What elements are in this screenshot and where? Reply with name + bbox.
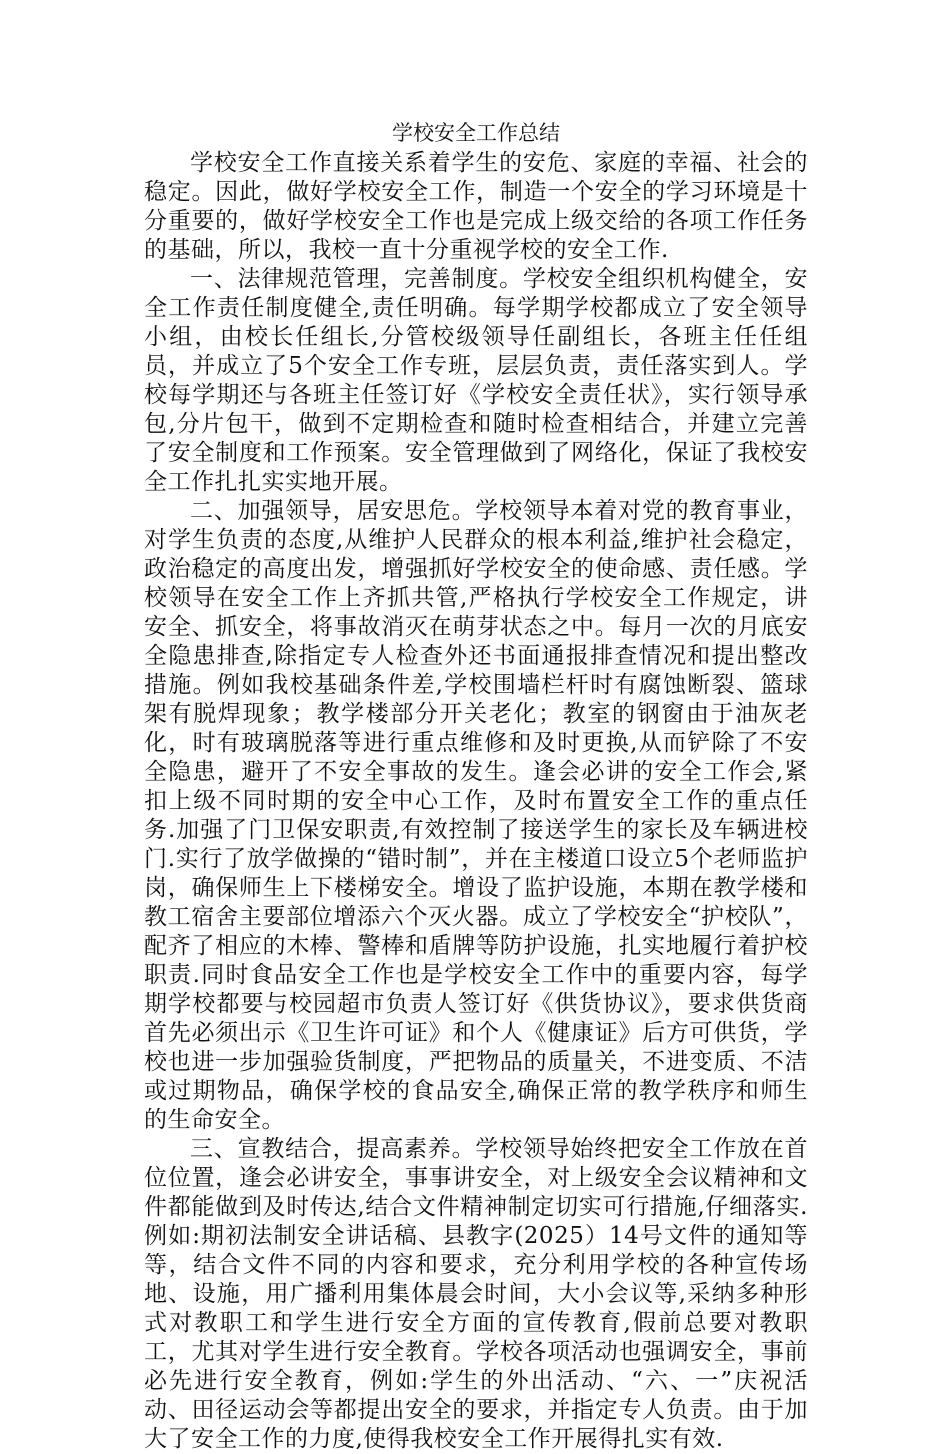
document-title: 学校安全工作总结 [392, 121, 560, 145]
paragraph-section-1: 一、法律规范管理，完善制度。学校安全组织机构健全，安全工作责任制度健全,责任明确。每学期学校都成立了安全领导小组，由校长任组长,分管校级领导任副组长，各班主任任组员，并成立了5个安全工作专班，层层负责，责任落实到人。学校每学期还与各班主任签订好《学校安全责任状》，实行领导承包,分片包干，做到不定期检查和随时检查相结合，并建立完善了安全制度和工作预案。安全管理做到了网络化，保证了我校安全工作扎扎实实地开展。 [144, 266, 808, 495]
paragraph-section-2: 二、加强领导，居安思危。学校领导本着对党的教育事业，对学生负责的态度,从维护人民群众的根本利益,维护社会稳定，政治稳定的高度出发，增强抓好学校安全的使命感、责任感。学校领导在安全工作上齐抓共管,严格执行学校安全工作规定，讲安全、抓安全，将事故消灭在萌芽状态之中。每月一次的月底安全隐患排查,除指定专人检查外还书面通报排查情况和提出整改措施。例如我校基础条件差,学校围墙栏杆时有腐蚀断裂、篮球架有脱焊现象；教学楼部分开关老化；教室的钢窗由于油灰老化，时有玻璃脱落等进行重点维修和及时更换,从而铲除了不安全隐患，避开了不安全事故的发生。逢会必讲的安全工作会,紧扣上级不同时期的安全中心工作，及时布置安全工作的重点任务.加强了门卫保安职责,有效控制了接送学生的家长及车辆进校门.实行了放学做操的“错时制”，并在主楼道口设立5个老师监护岗，确保师生上下楼梯安全。增设了监护设施，本期在教学楼和教工宿舍主要部位增添六个灭火器。成立了学校安全“护校队”，配齐了相应的木棒、警棒和盾牌等防护设施，扎实地履行着护校职责.同时食品安全工作也是学校安全工作中的重要内容，每学期学校都要与校园超市负责人签订好《供货协议》，要求供货商首先必须出示《卫生许可证》和个人《健康证》后方可供货，学校也进一步加强验货制度，严把物品的质量关，不进变质、不洁或过期物品，确保学校的食品安全,确保正常的教学秩序和师生的生命安全。 [144, 498, 808, 1133]
paragraph-intro: 学校安全工作直接关系着学生的安危、家庭的幸福、社会的稳定。因此，做好学校安全工作，制造一个安全的学习环境是十分重要的，做好学校安全工作也是完成上级交给的各项工作任务的基础，所以，我校一直十分重视学校的安全工作. [144, 150, 808, 263]
paragraph-section-3: 三、宣教结合，提高素养。学校领导始终把安全工作放在首位位置，逢会必讲安全，事事讲安全，对上级安全会议精神和文件都能做到及时传达,结合文件精神制定切实可行措施,仔细落实.例如:期初法制安全讲话稿、县教字(2025）14号文件的通知等等，结合文件不同的内容和要求，充分利用学校的各种宣传场地、设施，用广播利用集体晨会时间，大小会议等,采纳多种形式对教职工和学生进行安全方面的宣传教育,假前总要对教职工，尤其对学生进行安全教育。学校各项活动也强调安全，事前必先进行安全教育，例如:学生的外出活动、“六、一”庆祝活动、田径运动会等都提出安全的要求，并指定专人负责。由于加大了安全工作的力度,使得我校安全工作开展得扎实有效. [144, 1136, 808, 1452]
document-page [144, 118, 808, 1454]
